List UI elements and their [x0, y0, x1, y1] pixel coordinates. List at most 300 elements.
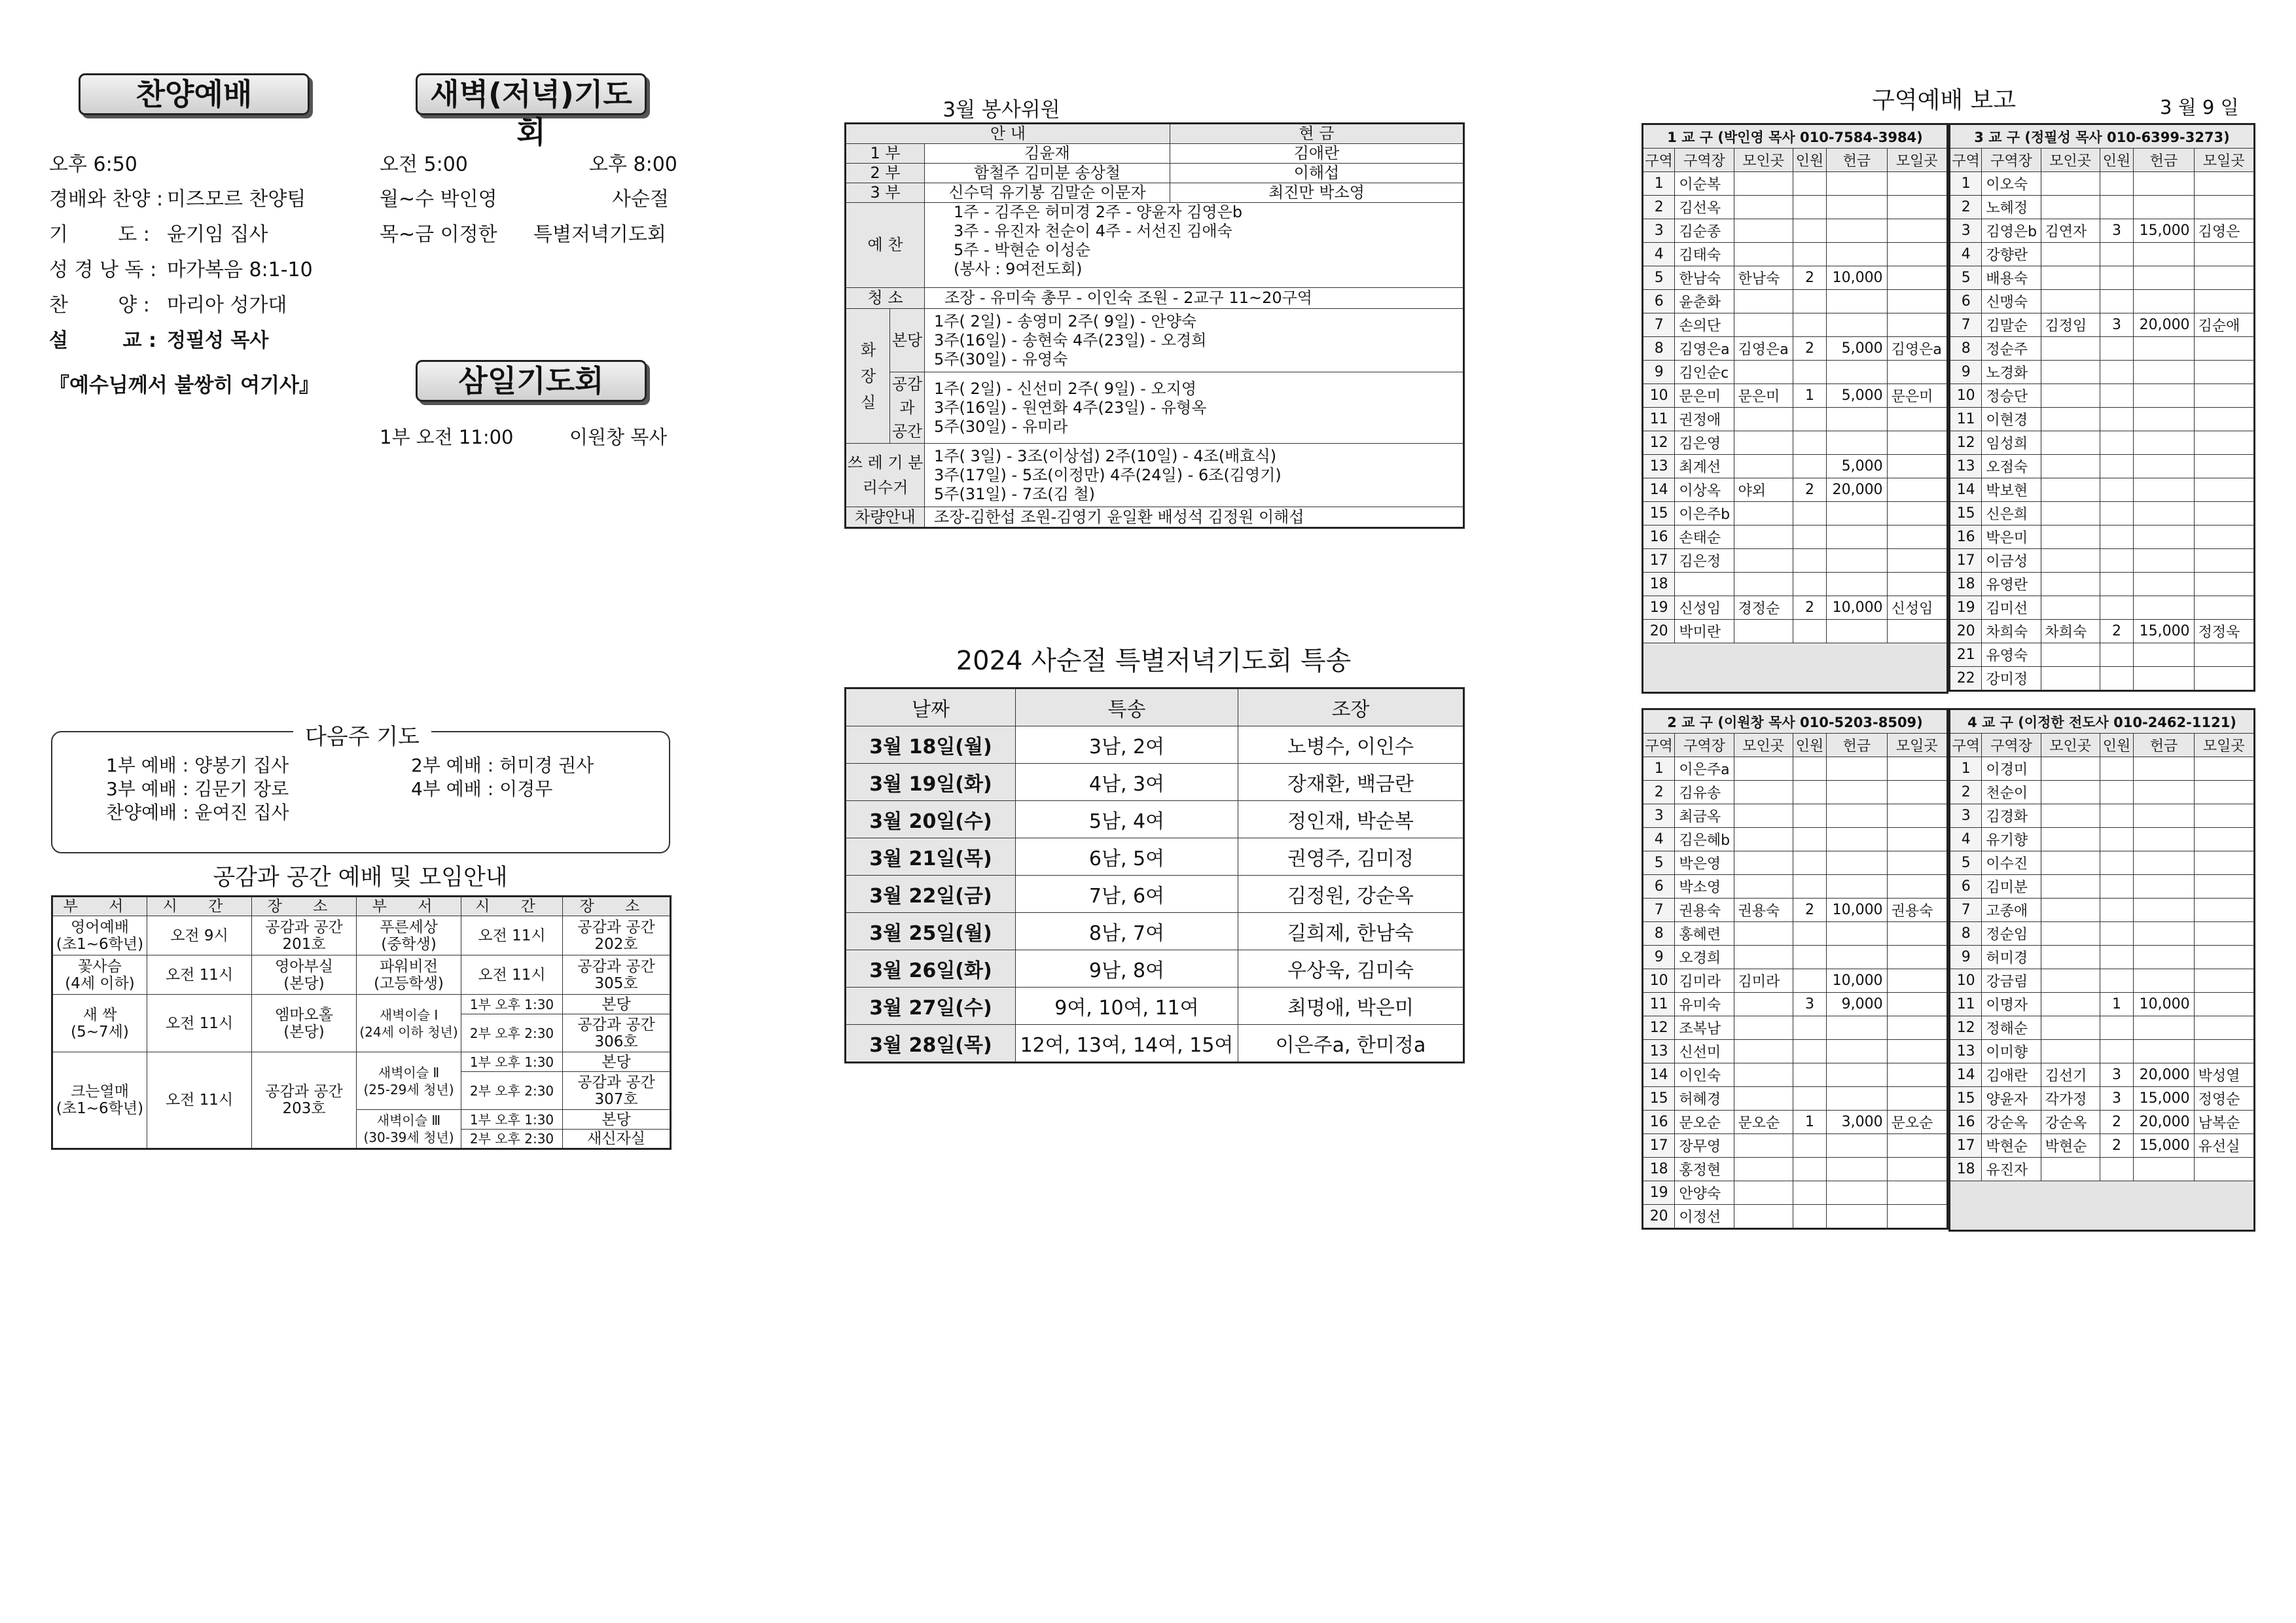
- meeting-place: [1734, 922, 1793, 946]
- leader-cell: 오경희: [1675, 946, 1734, 969]
- table-row: [1643, 1158, 1948, 1181]
- offering: [2134, 946, 2194, 969]
- offering: [1827, 196, 1887, 219]
- leader-cell: 김말순: [1982, 313, 2041, 337]
- leader-cell: 김인순c: [1675, 361, 1734, 384]
- leader-cell: 신선미: [1675, 1040, 1734, 1063]
- district-no: 11: [1950, 993, 1982, 1016]
- cleaning-cell: 조장 - 유미숙 총무 - 이인숙 조원 - 2교구 11~20구역: [925, 288, 1464, 309]
- district-no: 2: [1643, 196, 1675, 219]
- district-no: 18: [1643, 1158, 1675, 1181]
- offering: [2134, 922, 2194, 946]
- next-place: [1887, 313, 1947, 337]
- attendance: [2100, 243, 2134, 266]
- special-song-table: [844, 687, 1465, 1063]
- col-header: 시 간: [461, 897, 563, 916]
- table-row: [1643, 922, 1948, 946]
- cleaning-label: 청 소: [846, 288, 925, 309]
- district-table-d4: [1948, 708, 2255, 1232]
- dawn-time-2: 오후 8:00: [589, 153, 677, 176]
- meeting-place: [1734, 1134, 1793, 1158]
- table-row: [1950, 313, 2255, 337]
- cell: 오전 11시: [147, 955, 252, 995]
- offering: [1827, 1134, 1887, 1158]
- song-cell: 8남, 7여: [1016, 913, 1238, 950]
- meeting-place: [2041, 502, 2100, 526]
- attendance: [1793, 549, 1827, 573]
- district-no: 16: [1950, 526, 1982, 549]
- offering: [1827, 851, 1887, 875]
- date-cell: 3월 18일(월): [846, 726, 1016, 764]
- offering: [2134, 337, 2194, 361]
- district-no: 9: [1950, 361, 1982, 384]
- schedule-line: 5주(31일) - 7조(김 철): [934, 484, 1095, 503]
- meeting-place: 경정순: [1734, 596, 1793, 620]
- table-row: [1950, 875, 2255, 899]
- offering-cell: 최진만 박소영: [1170, 183, 1464, 203]
- next-place: 권용숙: [1887, 899, 1947, 922]
- district-no: 12: [1643, 431, 1675, 455]
- col-header: 모인곳: [2041, 734, 2100, 757]
- attendance: [2100, 502, 2134, 526]
- meeting-place: [2041, 804, 2100, 828]
- leader-cell: 김은혜b: [1675, 828, 1734, 851]
- program-label: 찬 양 :: [49, 294, 150, 317]
- cell: 공감과 공간 306호: [563, 1014, 671, 1052]
- offering: [1827, 946, 1887, 969]
- offering: 20,000: [1827, 478, 1887, 502]
- song-cell: 9남, 8여: [1016, 950, 1238, 988]
- date-cell: 3월 25일(월): [846, 913, 1016, 950]
- date-cell: 3월 22일(금): [846, 876, 1016, 913]
- offering: [2134, 502, 2194, 526]
- next-place: [1887, 478, 1947, 502]
- district-title: 1 교 구 (박인영 목사 010-7584-3984): [1643, 124, 1948, 149]
- offering: [1827, 1181, 1887, 1205]
- col-header: 인원: [2100, 734, 2134, 757]
- district-no: 4: [1643, 828, 1675, 851]
- attendance: [2100, 667, 2134, 691]
- leader-cell: 우상욱, 김미숙: [1238, 950, 1464, 988]
- leader-cell: 천순이: [1982, 781, 2041, 804]
- cell: 새벽이슬 Ⅲ (30-39세 청년): [357, 1110, 461, 1149]
- col-header: 헌금: [2134, 734, 2194, 757]
- meeting-place: [2041, 408, 2100, 431]
- meeting-place: 김영은a: [1734, 337, 1793, 361]
- leader-cell: 노경화: [1982, 361, 2041, 384]
- table-row: [1643, 219, 1948, 243]
- meeting-place: 차희숙: [2041, 620, 2100, 643]
- offering: [1827, 804, 1887, 828]
- district-no: 9: [1643, 946, 1675, 969]
- meeting-place: [2041, 596, 2100, 620]
- leader-cell: [1675, 573, 1734, 596]
- attendance: [2100, 969, 2134, 993]
- cell: 본당: [563, 1052, 671, 1072]
- attendance: 2: [1793, 266, 1827, 290]
- district-no: 6: [1950, 875, 1982, 899]
- leader-cell: 이현경: [1982, 408, 2041, 431]
- district-no: 7: [1950, 313, 1982, 337]
- meeting-place: [2041, 946, 2100, 969]
- next-place: [1887, 851, 1947, 875]
- meeting-place: [1734, 1063, 1793, 1087]
- district-no: 2: [1950, 781, 1982, 804]
- attendance: [1793, 172, 1827, 196]
- leader-cell: 김순종: [1675, 219, 1734, 243]
- district-no: 12: [1643, 1016, 1675, 1040]
- col-header: 구역장: [1675, 734, 1734, 757]
- col-header: 헌금: [2134, 149, 2194, 172]
- district-no: 4: [1950, 243, 1982, 266]
- col-header: 모일곳: [1887, 149, 1947, 172]
- meeting-place: [2041, 478, 2100, 502]
- restroom-label: 화 장 실: [846, 309, 890, 444]
- table-row: [1950, 620, 2255, 643]
- table-row: [1950, 384, 2255, 408]
- leader-cell: 박보현: [1982, 478, 2041, 502]
- song-cell: 3남, 2여: [1016, 726, 1238, 764]
- next-place: [2194, 1040, 2254, 1063]
- attendance: 3: [2100, 313, 2134, 337]
- next-place: [2194, 478, 2254, 502]
- leader-cell: 박은영: [1675, 851, 1734, 875]
- cell: 공감과 공간 305호: [563, 955, 671, 995]
- song-cell: 9여, 10여, 11여: [1016, 988, 1238, 1025]
- next-place: [1887, 1181, 1947, 1205]
- meeting-place: 문은미: [1734, 384, 1793, 408]
- district-no: 18: [1643, 573, 1675, 596]
- next-place: [2194, 502, 2254, 526]
- song-cell: 4남, 3여: [1016, 764, 1238, 801]
- district-no: 19: [1643, 1181, 1675, 1205]
- meeting-place: [2041, 969, 2100, 993]
- wednesday-prayer-title: 삼일기도회: [416, 360, 647, 402]
- meeting-place: 김정임: [2041, 313, 2100, 337]
- table-row: [846, 1025, 1464, 1063]
- leader-cell: 강미정: [1982, 667, 2041, 691]
- table-row: [1950, 993, 2255, 1016]
- attendance: [1793, 1158, 1827, 1181]
- next-place: [1887, 620, 1947, 643]
- district-no: 8: [1950, 922, 1982, 946]
- attendance: [1793, 828, 1827, 851]
- attendance: 2: [1793, 596, 1827, 620]
- next-place: [1887, 804, 1947, 828]
- attendance: [1793, 946, 1827, 969]
- leader-cell: 이경미: [1982, 757, 2041, 781]
- attendance: [1793, 804, 1827, 828]
- leader-cell: 허혜경: [1675, 1087, 1734, 1111]
- table-row: [1643, 549, 1948, 573]
- meeting-place: 문오순: [1734, 1111, 1793, 1134]
- table-row: [846, 764, 1464, 801]
- leader-cell: 강금림: [1982, 969, 2041, 993]
- next-place: [1887, 172, 1947, 196]
- attendance: [2100, 781, 2134, 804]
- attendance: [1793, 1087, 1827, 1111]
- table-row: [1950, 196, 2255, 219]
- cell: 오전 11시: [461, 916, 563, 955]
- choir-label: 예 찬: [846, 203, 925, 288]
- col-header: 구역: [1950, 734, 1982, 757]
- district-no: 14: [1950, 478, 1982, 502]
- leader-cell: 정순주: [1982, 337, 2041, 361]
- next-place: [1887, 455, 1947, 478]
- meeting-place: [2041, 667, 2100, 691]
- meeting-place: [1734, 620, 1793, 643]
- leader-cell: 정해순: [1982, 1016, 2041, 1040]
- table-row: [1950, 573, 2255, 596]
- col-header: 모일곳: [2194, 149, 2254, 172]
- offering: [2134, 875, 2194, 899]
- cell: 크는열매 (초1~6학년): [52, 1052, 147, 1149]
- district-no: 15: [1643, 1087, 1675, 1111]
- program-label: 기 도 :: [49, 223, 150, 246]
- col-header: 인원: [2100, 149, 2134, 172]
- cell: 본당: [563, 1110, 671, 1130]
- col-header: 헌금: [1827, 149, 1887, 172]
- leader-cell: 홍정현: [1675, 1158, 1734, 1181]
- table-row: [1950, 455, 2255, 478]
- table-row: [1950, 1134, 2255, 1158]
- wednesday-time: 1부 오전 11:00: [380, 426, 514, 448]
- meeting-place: [2041, 757, 2100, 781]
- attendance: [1793, 1016, 1827, 1040]
- col-header: 인원: [1793, 734, 1827, 757]
- recycling-label: 쓰 레 기 분리수거: [846, 444, 925, 507]
- offering: [1827, 549, 1887, 573]
- leader-cell: 고종애: [1982, 899, 2041, 922]
- leader-cell: 이수진: [1982, 851, 2041, 875]
- leader-cell: 김경화: [1982, 804, 2041, 828]
- district-no: 2: [1950, 196, 1982, 219]
- next-place: 유선실: [2194, 1134, 2254, 1158]
- meeting-place: [1734, 502, 1793, 526]
- attendance: [2100, 526, 2134, 549]
- attendance: [1793, 875, 1827, 899]
- next-place: [1887, 1087, 1947, 1111]
- district-no: 10: [1950, 969, 1982, 993]
- meeting-place: [2041, 384, 2100, 408]
- attendance: [1793, 851, 1827, 875]
- offering: [2134, 828, 2194, 851]
- next-place: [1887, 1040, 1947, 1063]
- meeting-place: 김선기: [2041, 1063, 2100, 1087]
- offering: [2134, 455, 2194, 478]
- next-place: 신성임: [1887, 596, 1947, 620]
- col-header: 구역장: [1982, 734, 2041, 757]
- next-place: [2194, 455, 2254, 478]
- next-place: [2194, 643, 2254, 667]
- offering: [2134, 643, 2194, 667]
- meeting-place: 박현순: [2041, 1134, 2100, 1158]
- leader-cell: 한남숙: [1675, 266, 1734, 290]
- leader-cell: 장재환, 백금란: [1238, 764, 1464, 801]
- district-no: 4: [1950, 828, 1982, 851]
- meeting-place: [2041, 828, 2100, 851]
- district-no: 17: [1643, 1134, 1675, 1158]
- leader-cell: 최금옥: [1675, 804, 1734, 828]
- leader-cell: 이은주b: [1675, 502, 1734, 526]
- recycling-schedule: [925, 444, 1464, 507]
- next-place: [2194, 1158, 2254, 1181]
- meeting-place: [2041, 875, 2100, 899]
- next-place: [2194, 667, 2254, 691]
- song-cell: 12여, 13여, 14여, 15여: [1016, 1025, 1238, 1063]
- table-row: [846, 988, 1464, 1025]
- song-cell: 6남, 5여: [1016, 838, 1238, 876]
- choir-line: 5주 - 박현순 이성순: [954, 241, 1091, 259]
- leader-cell: 오점숙: [1982, 455, 2041, 478]
- offering: 10,000: [1827, 899, 1887, 922]
- table-row: [1643, 478, 1948, 502]
- table-row: [1950, 1016, 2255, 1040]
- attendance: [2100, 455, 2134, 478]
- table-row: [1950, 502, 2255, 526]
- next-place: [2194, 290, 2254, 313]
- attendance: [1793, 1063, 1827, 1087]
- offering: [2134, 196, 2194, 219]
- dawn-prayer-title: 새벽(저녁)기도회: [416, 73, 647, 115]
- table-row: [1643, 313, 1948, 337]
- offering: 20,000: [2134, 313, 2194, 337]
- next-place: [1887, 290, 1947, 313]
- next-place: 박성열: [2194, 1063, 2254, 1087]
- col-header: 구역장: [1675, 149, 1734, 172]
- district-no: 12: [1950, 431, 1982, 455]
- leader-cell: 유영숙: [1982, 643, 2041, 667]
- offering: 10,000: [2134, 993, 2194, 1016]
- district-no: 16: [1643, 526, 1675, 549]
- leader-cell: 이순복: [1675, 172, 1734, 196]
- col-header: 부 서: [357, 897, 461, 916]
- leader-cell: 홍혜련: [1675, 922, 1734, 946]
- offering: [2134, 549, 2194, 573]
- district-no: 18: [1950, 1158, 1982, 1181]
- meeting-place: [1734, 946, 1793, 969]
- meeting-place: [1734, 243, 1793, 266]
- meeting-place: [1734, 172, 1793, 196]
- praise-program-row: [49, 253, 313, 282]
- next-place: [2194, 549, 2254, 573]
- next-place: [1887, 431, 1947, 455]
- meeting-place: [2041, 993, 2100, 1016]
- col-header: 장 소: [252, 897, 357, 916]
- district-no: 13: [1643, 1040, 1675, 1063]
- leader-cell: 김선옥: [1675, 196, 1734, 219]
- table-row: [1643, 526, 1948, 549]
- next-place: [1887, 196, 1947, 219]
- attendance: 2: [1793, 478, 1827, 502]
- leader-cell: 권영주, 김미정: [1238, 838, 1464, 876]
- leader-cell: 손의단: [1675, 313, 1734, 337]
- col-header: 인원: [1793, 149, 1827, 172]
- offering: [2134, 290, 2194, 313]
- district-title: 4 교 구 (이정한 전도사 010-2462-1121): [1950, 709, 2255, 734]
- space-schedule: [925, 372, 1464, 444]
- attendance: [2100, 573, 2134, 596]
- next-place: 문은미: [1887, 384, 1947, 408]
- next-place: 문오순: [1887, 1111, 1947, 1134]
- district-no: 11: [1950, 408, 1982, 431]
- part-label: 2 부: [846, 164, 925, 183]
- leader-cell: 김은정: [1675, 549, 1734, 573]
- table-row: [846, 950, 1464, 988]
- meeting-place: [2041, 431, 2100, 455]
- table-row: [1643, 851, 1948, 875]
- next-place: [1887, 946, 1947, 969]
- offering: [1827, 431, 1887, 455]
- leader-cell: 박소영: [1675, 875, 1734, 899]
- table-row: [1950, 431, 2255, 455]
- table-row: [1643, 243, 1948, 266]
- district-title: 3 교 구 (정필성 목사 010-6399-3273): [1950, 124, 2255, 149]
- schedule-line: 5주(30일) - 유미라: [934, 417, 1068, 436]
- offering: [2134, 1158, 2194, 1181]
- praise-time: 오후 6:50: [49, 153, 137, 176]
- leader-cell: 이은주a: [1675, 757, 1734, 781]
- district-no: 6: [1643, 875, 1675, 899]
- table-row: [1950, 828, 2255, 851]
- offering: 5,000: [1827, 337, 1887, 361]
- offering-header: 현 금: [1170, 124, 1464, 144]
- col-header: 모인곳: [1734, 734, 1793, 757]
- attendance: [2100, 1158, 2134, 1181]
- cell: 새벽이슬 Ⅰ (24세 이하 청년): [357, 995, 461, 1052]
- meeting-place: [2041, 549, 2100, 573]
- dawn-note-2: 특별저녁기도회: [533, 223, 666, 246]
- district-no: 7: [1643, 899, 1675, 922]
- attendance: [2100, 828, 2134, 851]
- attendance: [2100, 899, 2134, 922]
- cell: 공감과 공간 203호: [252, 1052, 357, 1149]
- meeting-place: [1734, 851, 1793, 875]
- next-place: [2194, 266, 2254, 290]
- district-table-d1: [1641, 123, 1948, 694]
- guide-header: 안 내: [846, 124, 1170, 144]
- district-no: 18: [1950, 573, 1982, 596]
- table-row: [1950, 243, 2255, 266]
- attendance: 1: [1793, 384, 1827, 408]
- program-value: 정필성 목사: [167, 329, 269, 352]
- next-place: [1887, 502, 1947, 526]
- district-no: 20: [1643, 1205, 1675, 1229]
- district-no: 15: [1950, 1087, 1982, 1111]
- col-header: 구역장: [1982, 149, 2041, 172]
- district-no: 1: [1950, 757, 1982, 781]
- song-cell: 7남, 6여: [1016, 876, 1238, 913]
- attendance: [2100, 851, 2134, 875]
- next-place: 정정욱: [2194, 620, 2254, 643]
- district-no: 10: [1950, 384, 1982, 408]
- col-header: 부 서: [52, 897, 147, 916]
- table-row: [1643, 1040, 1948, 1063]
- date-cell: 3월 21일(목): [846, 838, 1016, 876]
- table-row: [1950, 549, 2255, 573]
- cell: 2부 오후 2:30: [461, 1130, 563, 1149]
- next-place: [2194, 172, 2254, 196]
- table-row: [1643, 266, 1948, 290]
- leader-cell: 신은희: [1982, 502, 2041, 526]
- district-no: 14: [1643, 1063, 1675, 1087]
- attendance: [2100, 337, 2134, 361]
- district-no: 3: [1643, 804, 1675, 828]
- next-place: [1887, 781, 1947, 804]
- next-place: [2194, 781, 2254, 804]
- leader-cell: 정인재, 박순복: [1238, 801, 1464, 838]
- offering: 20,000: [2134, 1063, 2194, 1087]
